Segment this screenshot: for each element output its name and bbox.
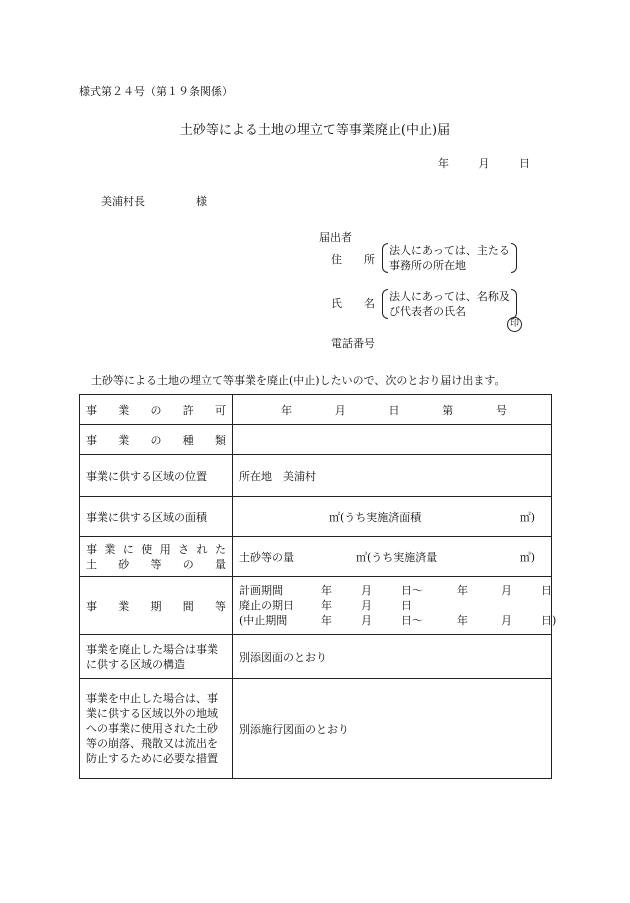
period-month-2: 月: [501, 584, 512, 597]
period-label-char: 間: [182, 599, 194, 613]
period-plan: [239, 583, 552, 598]
period-year: 年: [321, 584, 332, 597]
permit-dai: 第: [442, 403, 454, 417]
type-label-char: 類: [215, 433, 226, 447]
period-label-char: 事: [86, 599, 97, 613]
report-table: [79, 394, 557, 779]
location-label: 事業に供する区域の位置: [80, 455, 233, 497]
period-year-2: 年: [457, 614, 468, 627]
address-label-1: 住: [331, 253, 342, 266]
period-label-char: 期: [150, 599, 162, 613]
intro-sentence: 土砂等による土地の埋立て等事業を廃止(中止)したいので、次のとおり届け出ます。: [91, 374, 506, 387]
address-note-line-1: 法人にあっては、主たる: [389, 244, 510, 257]
suspend-measures-label-line: 防止するために必要な措置: [86, 752, 218, 765]
period-month: 月: [361, 599, 372, 612]
soil-label-char: さ: [178, 542, 190, 556]
permit-value[interactable]: [233, 395, 552, 425]
type-label-char: 種: [182, 433, 194, 447]
suspend-measures-value[interactable]: 別添施行図面のとおり: [233, 679, 552, 779]
name-label-1: 氏: [331, 297, 342, 310]
period-suspend: [239, 613, 557, 628]
addressee: 美浦村長: [101, 195, 145, 208]
date-year: 年: [438, 157, 449, 170]
period-label-char: 等: [215, 599, 226, 613]
address-label-2: 所: [364, 253, 375, 266]
suspend-measures-label-line: 業に供する区域以外の地域: [86, 707, 218, 720]
soil-label-char: 事: [86, 542, 97, 556]
permit-label-char: 事: [86, 403, 97, 417]
seal-mark: 印: [507, 317, 522, 332]
area-unit-end: ㎡): [519, 510, 535, 524]
period-day: 日～: [401, 584, 423, 597]
row-suspend-measures: [80, 679, 552, 779]
name-note: [389, 289, 510, 319]
soil-label-char: 量: [215, 557, 226, 571]
soil-label-char: れ: [196, 542, 208, 556]
period-name: 計画期間: [239, 584, 283, 597]
type-label-char: の: [150, 433, 162, 447]
row-area: [80, 497, 552, 537]
permit-label-char: の: [150, 403, 162, 417]
permit-label-char: 許: [182, 403, 194, 417]
period-abolish: [239, 598, 545, 613]
tel-label: 電話番号: [331, 337, 375, 350]
permit-label: [80, 395, 233, 425]
soil-label-char: 使: [141, 542, 153, 556]
period-label: [80, 577, 233, 635]
applicant-label: 届出者: [319, 231, 352, 244]
period-day-2: 日): [541, 614, 557, 627]
period-month-2: 月: [501, 614, 512, 627]
period-day: 日～: [401, 614, 423, 627]
date-day: 日: [519, 157, 530, 170]
location-value[interactable]: 所在地 美浦村: [233, 455, 552, 497]
period-day: 日: [401, 599, 412, 612]
date-month: 月: [478, 157, 490, 170]
soil-label-char: の: [182, 557, 194, 571]
period-month: 月: [361, 584, 372, 597]
period-year-2: [457, 598, 501, 613]
abolish-structure-label: [80, 635, 233, 679]
suspend-measures-label-line: への事業に使用された土砂: [86, 722, 218, 735]
name-label: [331, 295, 375, 311]
soil-label-char: に: [122, 542, 134, 556]
soil-label-char: た: [214, 542, 226, 556]
soil-unit-end: ㎥): [519, 550, 535, 564]
suspend-measures-label-line: 事業を中止した場合は、事: [86, 692, 218, 705]
permit-go: 号: [496, 403, 507, 417]
date-field: [438, 155, 530, 171]
soil-label-char: 用: [159, 542, 171, 556]
soil-label: [80, 537, 233, 577]
area-label: 事業に供する区域の面積: [80, 497, 233, 537]
period-month-2: [501, 598, 541, 613]
row-permit: [80, 395, 552, 425]
type-label: [80, 425, 233, 455]
period-month: 月: [361, 614, 372, 627]
soil-label-char: 業: [104, 542, 116, 556]
permit-label-char: 可: [215, 403, 226, 417]
soil-value[interactable]: [233, 537, 552, 577]
soil-unit: ㎥(うち実施済量: [356, 550, 438, 564]
suspend-measures-label-line: 等の崩落、飛散又は流出を: [86, 737, 218, 750]
name-note-line-1: 法人にあっては、名称及: [389, 290, 510, 303]
period-year: 年: [321, 614, 332, 627]
period-name: (中止期間: [239, 614, 288, 627]
period-value[interactable]: [233, 577, 557, 635]
address-label: [331, 251, 375, 267]
permit-month: 月: [334, 403, 346, 417]
type-label-char: 業: [118, 433, 130, 447]
period-year: 年: [321, 599, 332, 612]
document-title: 土砂等による土地の埋立て等事業廃止(中止)届: [179, 123, 451, 138]
permit-label-char: 業: [118, 403, 130, 417]
soil-label-char: 土: [86, 557, 97, 571]
abolish-structure-label-line: に供する区域の構造: [86, 657, 185, 671]
address-note-line-2: 事務所の所在地: [389, 259, 466, 272]
area-value[interactable]: [233, 497, 552, 537]
area-unit: ㎡(うち実施済面積: [329, 510, 422, 524]
name-note-line-2: び代表者の氏名: [389, 305, 466, 318]
type-label-char: 事: [86, 433, 97, 447]
abolish-structure-value[interactable]: 別添図面のとおり: [233, 635, 552, 679]
honorific: 様: [196, 195, 207, 208]
soil-prefix: 土砂等の量: [239, 550, 294, 564]
suspend-measures-label: [80, 679, 233, 779]
row-type: [80, 425, 552, 455]
period-name: 廃止の期日: [239, 599, 294, 612]
row-abolish-structure: [80, 635, 552, 679]
period-year-2: 年: [457, 584, 468, 597]
abolish-structure-label-line: 事業を廃止した場合は事業: [86, 642, 218, 656]
row-period: [80, 577, 552, 635]
row-location: [80, 455, 552, 497]
soil-label-char: 砂: [118, 557, 130, 571]
address-note: [389, 243, 510, 273]
permit-year: 年: [281, 403, 292, 417]
name-label-2: 名: [364, 297, 375, 310]
permit-day: 日: [388, 403, 400, 417]
period-label-char: 業: [118, 599, 130, 613]
type-value[interactable]: [233, 425, 552, 455]
soil-label-char: 等: [150, 557, 162, 571]
row-soil: [80, 537, 552, 577]
period-day-2: [541, 598, 561, 613]
form-number: 様式第２４号（第１９条関係）: [79, 85, 233, 98]
period-day-2: 日: [541, 584, 552, 597]
